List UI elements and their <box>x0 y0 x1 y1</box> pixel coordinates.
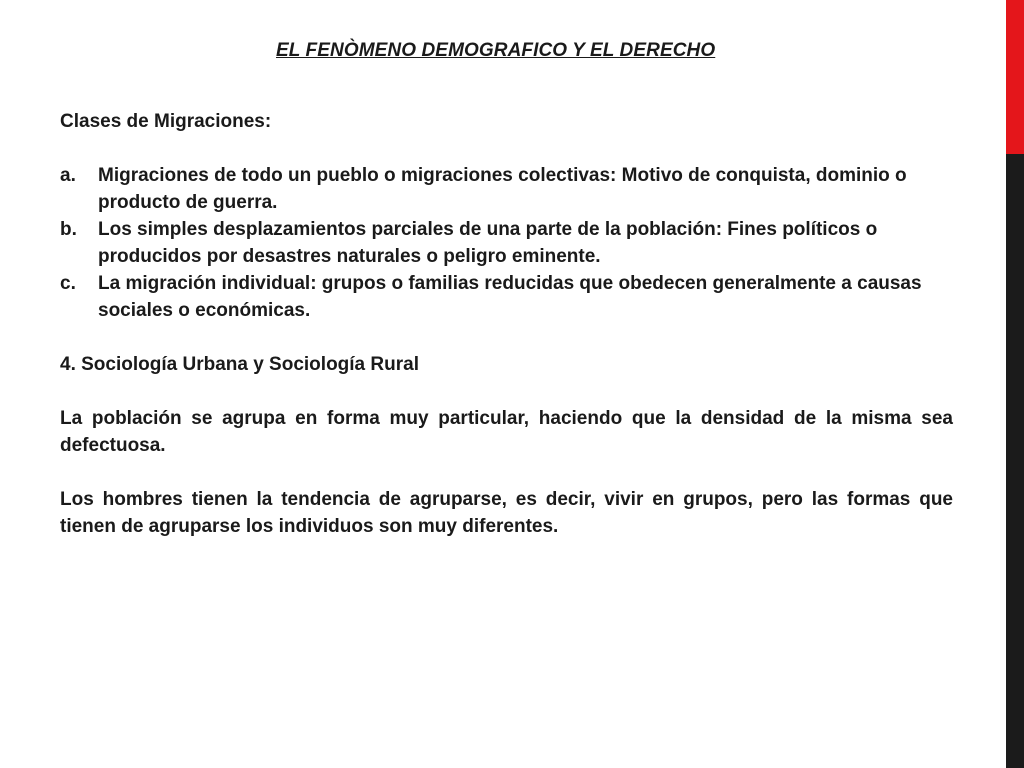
list-item-a <box>60 162 953 216</box>
list-marker: a. <box>60 165 76 186</box>
section-heading: 4. Sociología Urbana y Sociología Rural <box>60 354 419 375</box>
migration-list <box>60 162 953 324</box>
accent-bar-red <box>1006 0 1024 154</box>
spacer <box>60 324 953 351</box>
paragraph-groups: Los hombres tienen la tendencia de agruparse, es decir, vivir en grupos, pero las formas que tienen de agruparse los individuos son muy diferentes. <box>60 489 953 537</box>
slide-title: EL FENÒMENO DEMOGRAFICO Y EL DERECHO <box>276 40 716 61</box>
list-item-text: Migraciones de todo un pueblo o migraciones colectivas: Motivo de conquista, dominio o producto de guerra. <box>98 165 907 213</box>
list-marker: c. <box>60 273 76 294</box>
list-item-c <box>60 270 953 324</box>
accent-bar-dark <box>1006 154 1024 768</box>
list-marker: b. <box>60 219 77 240</box>
spacer <box>60 135 953 162</box>
slide-content <box>60 108 953 540</box>
list-item-b <box>60 216 953 270</box>
list-item-text: La migración individual: grupos o familias reducidas que obedecen generalmente a causas sociales o económicas. <box>98 273 922 321</box>
paragraph-population: La población se agrupa en forma muy particular, haciendo que la densidad de la misma sea defectuosa. <box>60 408 953 456</box>
spacer <box>60 378 953 405</box>
list-item-text: Los simples desplazamientos parciales de una parte de la población: Fines políticos o producidos por desastres naturales o peligro eminente. <box>98 219 878 267</box>
migration-heading: Clases de Migraciones: <box>60 111 272 132</box>
spacer <box>60 459 953 486</box>
